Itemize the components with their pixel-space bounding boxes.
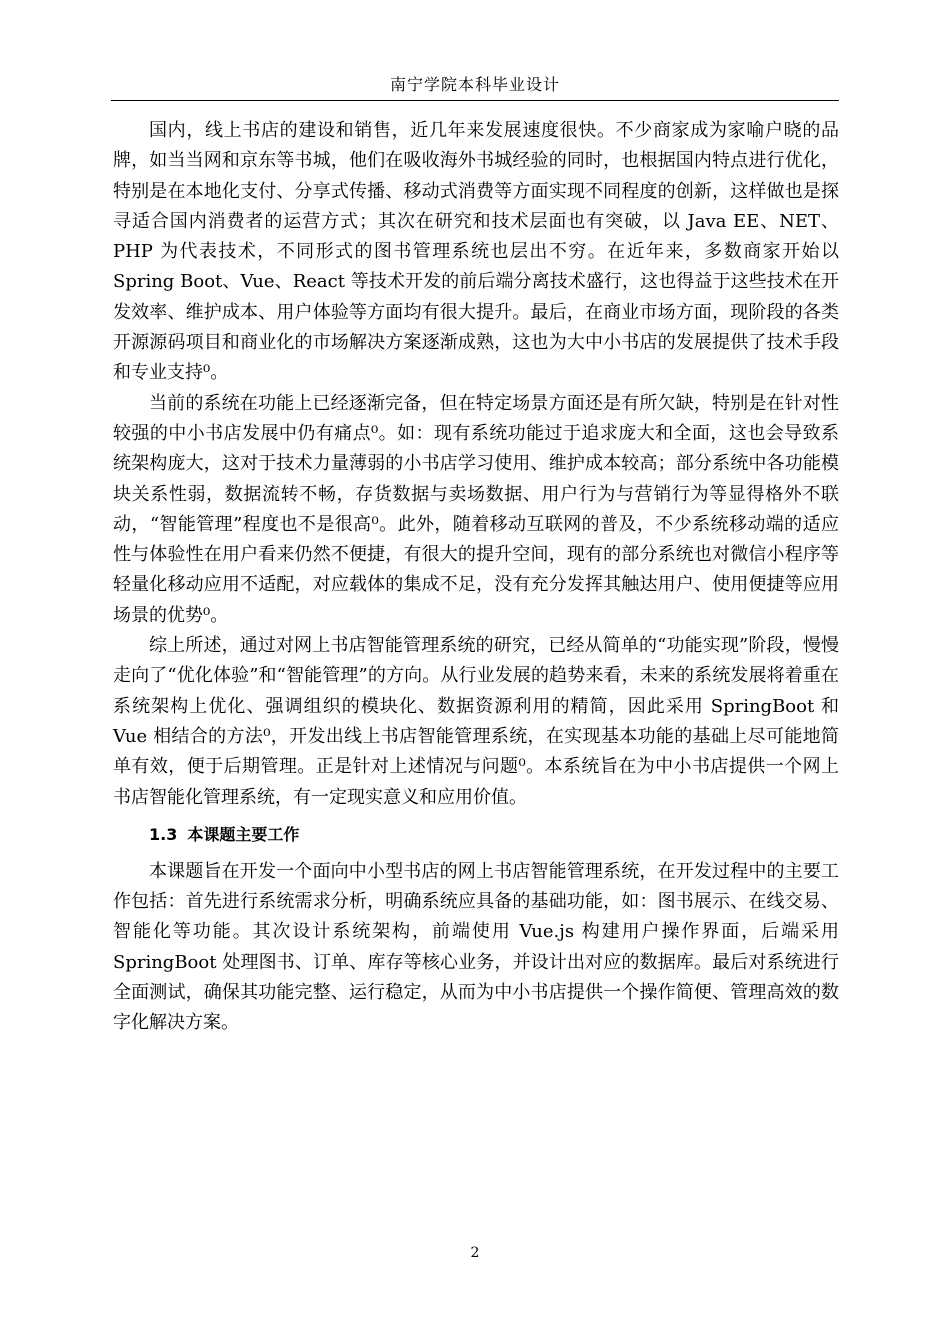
section-heading — [113, 821, 839, 849]
page-header-title: 南宁学院本科毕业设计 — [389, 75, 560, 94]
body-paragraph-2: 当前的系统在功能上已经逐渐完备，但在特定场景方面还是有所欠缺，特别是在针对性较强的中小书店发展中仍有痛点⁰。如：现有系统功能过于追求庞大和全面，这也会导致系统架构庞大，这对于技术力量薄弱的小书店学习使用、维护成本较高；部分系统中各功能模块关系性弱，数据流转不畅，存货数据与卖场数据、用户行为与营销行为等显得格外不联动，“智能管理”程度也不是很高⁰。此外，随着移动互联网的普及，不少系统移动端的适应性与体验性在用户看来仍然不便捷，有很大的提升空间，现有的部分系统也对微信小程序等轻量化移动应用不适配，对应载体的集成不足，没有充分发挥其触达用户、使用便捷等应用场景的优势⁰。 — [113, 392, 839, 626]
header-divider — [111, 100, 839, 101]
body-paragraph-3: 综上所述，通过对网上书店智能管理系统的研究，已经从简单的“功能实现”阶段，慢慢走向了“优化体验”和“智能管理”的方向。从行业发展的趋势来看，未来的系统发展将着重在系统架构上优化、强调组织的模块化、数据资源利用的精简，因此采用 SpringBoot 和 Vue 相结合的方法⁰，开发出线上书店智能管理系统，在实现基本功能的基础上尽可能地简单有效，便于后期管理。正是针对上述情况与问题⁰。本系统旨在为中小书店提供一个网上书店智能化管理系统，有一定现实意义和应用价值。 — [113, 635, 839, 808]
page-number: 2 — [470, 1245, 480, 1261]
document-body — [113, 116, 839, 1039]
body-paragraph-1: 国内，线上书店的建设和销售，近几年来发展速度很快。不少商家成为家喻户晓的品牌，如当当网和京东等书城，他们在吸收海外书城经验的同时，也根据国内特点进行优化，特别是在本地化支付、分享式传播、移动式消费等方面实现不同程度的创新，这样做也是探寻适合国内消费者的运营方式；其次在研究和技术层面也有突破，以 Java EE、NET、PHP 为代表技术，不同形式的图书管理系统也层出不穷。在近年来，多数商家开始以 Spring Boot、Vue、React 等技术开发的前后端分离技术盛行，这也得益于这些技术在开发效率、维护成本、用户体验等方面均有很大提升。最后，在商业市场方面，现阶段的各类开源源码项目和商业化的市场解决方案逐渐成熟，这也为大中小书店的发展提供了技术手段和专业支持⁰。 — [113, 120, 839, 384]
section-title: 本课题主要工作 — [187, 824, 300, 844]
section-paragraph-1: 本课题旨在开发一个面向中小型书店的网上书店智能管理系统，在开发过程中的主要工作包括：首先进行系统需求分析，明确系统应具备的基础功能，如：图书展示、在线交易、智能化等功能。其次设计系统架构，前端使用 Vue.js 构建用户操作界面，后端采用 SpringBoot 处理图书、订单、库存等核心业务，并设计出对应的数据库。最后对系统进行全面测试，确保其功能完整、运行稳定，从而为中小书店提供一个操作简便、管理高效的数字化解决方案。 — [113, 860, 839, 1034]
section-number: 1.3 — [149, 824, 178, 844]
